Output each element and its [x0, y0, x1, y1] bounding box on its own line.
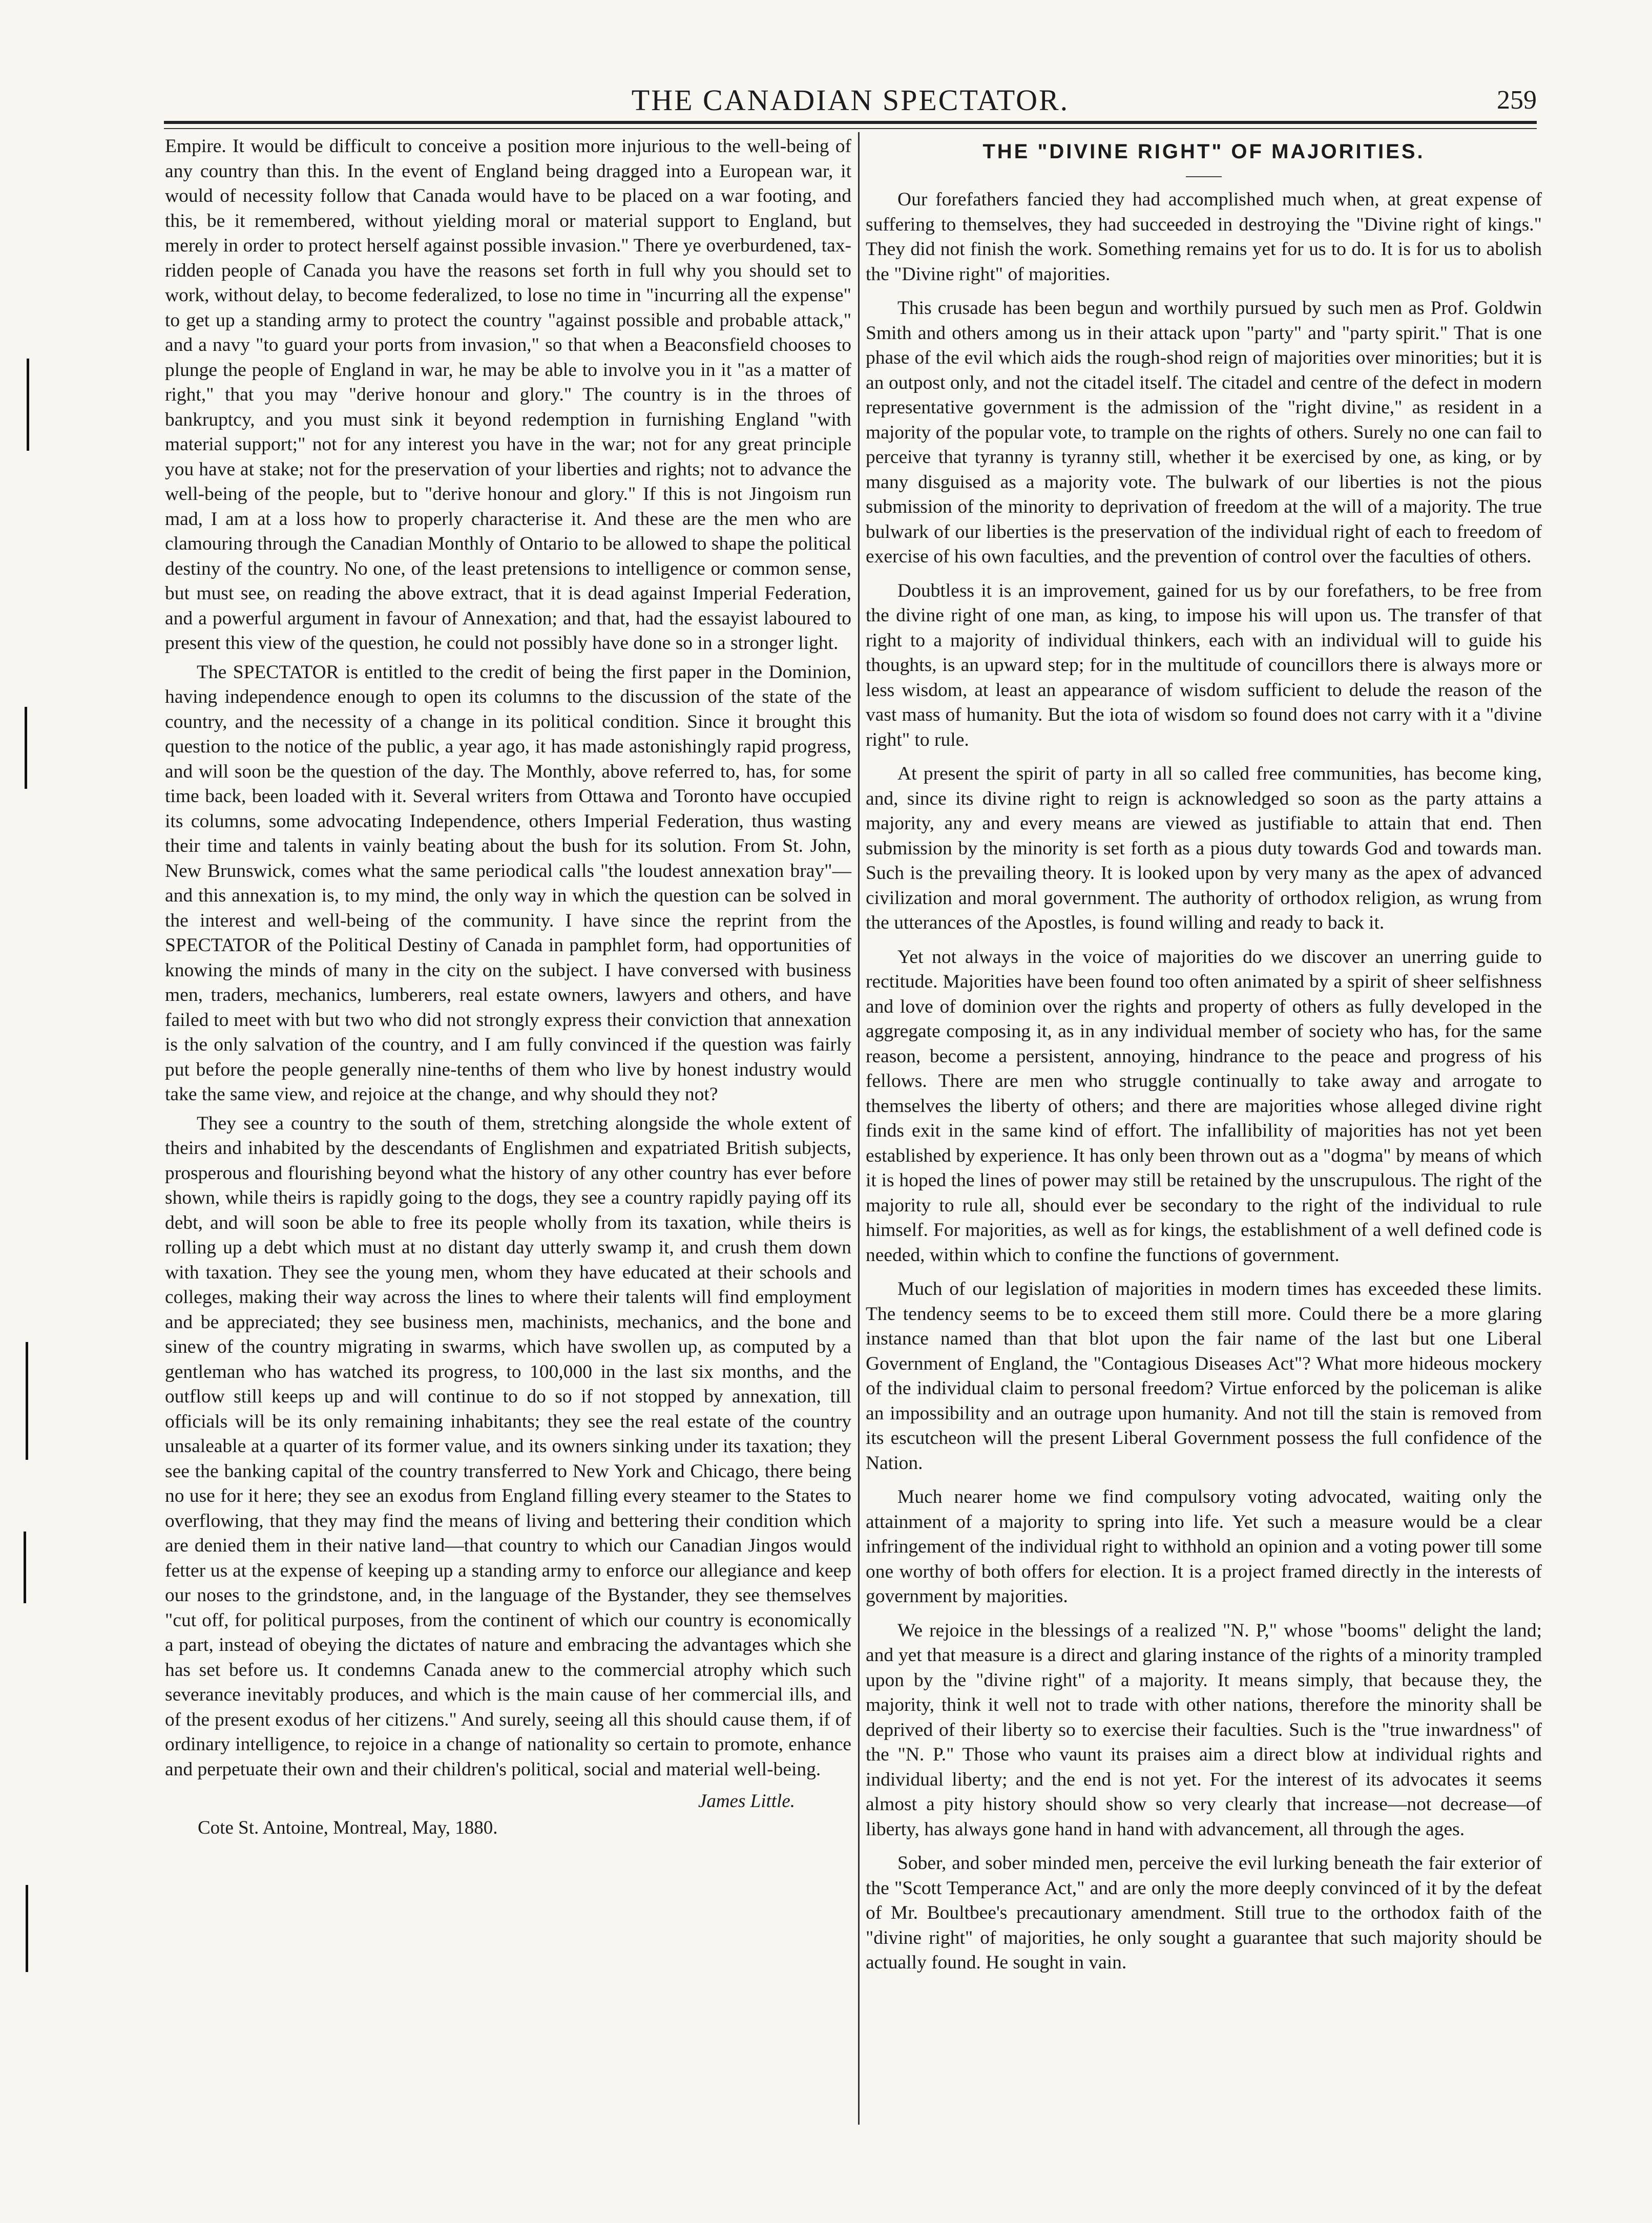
scan-binding-mark — [26, 1885, 28, 1972]
scan-binding-mark — [27, 359, 29, 451]
page-header — [164, 80, 1537, 126]
body-paragraph: Doubtless it is an improvement, gained for us by our forefathers, to be free from the divine right of one man, as king, to impose his will upon us. The transfer of that right to a majority of individual thinkers, each with an individual will to guide his thoughts, is an upward step; for in the multitude of councillors there is always more or less wisdom, at least an appearance of wisdom sufficient to delude the reason of the vast mass of humanity. But the iota of wisdom so found does not carry with it a "divine right" to rule. — [866, 580, 1542, 750]
body-paragraph: The SPECTATOR is entitled to the credit of being the first paper in the Dominion, having independence enough to open its columns to the discussion of the state of the country, and the necessity of a change in its political condition. Since it brought this question to the notice of the public, a year ago, it has made astonishingly rapid progress, and will soon be the question of the day. The Monthly, above referred to, has, for some time back, been loaded with it. Several writers from Ottawa and Toronto have occupied its columns, some advocating Independence, others Imperial Federation, thus wasting their time and talents in vainly beating about the bush for its solution. From St. John, New Brunswick, comes what the same periodical calls "the loudest annexation bray"—and this annexation is, to my mind, the only way in which the question can be solved in the interest and well-being of the community. I have since the reprint from the SPECTATOR of the Political Destiny of Canada in pamphlet form, had opportunities of knowing the minds of many in the city on the subject. I have conversed with business men, traders, mechanics, lumberers, real estate owners, lawyers and others, and have failed to meet with but two who did not strongly express their conviction that annexation is the only salvation of the country, and I am fully convinced if the question was fairly put before the people generally nine-tenths of them who live by honest industry would take the same view, and rejoice at the change, and why should they not? — [165, 661, 851, 1105]
body-paragraph: Empire. It would be difficult to conceive a position more injurious to the well-being of any country than this. In the event of England being dragged into a European war, it would of necessity follow that Canada would have to be placed on a war footing, and this, be it remembered, without yielding moral or material support to England, but merely in order to protect herself against possible invasion." There ye overburdened, tax-ridden people of Canada you have the reasons set forth in full why you should set to work, without delay, to become federalized, to lose no time in "incurring all the expense" to get up a standing army to protect the country "against possible and probable attack," and a navy "to guard your ports from invasion," so that when a Beaconsfield chooses to plunge the people of England in war, he may be able to involve you in it "as a matter of right," that you may "derive honour and glory." The country is in the throes of bankruptcy, and you must sink it beyond redemption in furnishing England "with material support;" not for any interest you have in the war; not for any great principle you have at stake; not for the preservation of your liberties and rights; not to advance the well-being of the people, but to "derive honour and glory." If this is not Jingoism run mad, I am at a loss how to properly characterise it. And these are the men who are clamouring through the Canadian Monthly of Ontario to be allowed to shape the political destiny of the country. No one, of the least pretensions to intelligence or common sense, but must see, on reading the above extract, that it is dead against Imperial Federation, and a powerful argument in favour of Annexation; and that, had the essayist laboured to present this view of the question, he could not possibly have done so in a stronger light. — [165, 136, 851, 654]
left-column — [165, 134, 851, 1840]
body-paragraph: We rejoice in the blessings of a realized "N. P," whose "booms" delight the land; and yet that measure is a direct and glaring instance of the rights of a minority trampled upon by the "divine right" of a majority. It means simply, that because they, the majority, think it well not to trade with other nations, therefore the minority shall be deprived of their liberty so to exercise their faculties. Such is the "true inwardness" of the "N. P." Those who vaunt its praises aim a direct blow at individual rights and individual liberty; and the end is not yet. For the interest of its advocates it seems almost a pity history should show so very clearly that increase—not decrease—of liberty, has always gone hand in hand with advancement, all through the ages. — [866, 1620, 1542, 1840]
scan-binding-mark — [24, 1532, 26, 1603]
body-paragraph: Yet not always in the voice of majorities do we discover an unerring guide to rectitude. Majorities have been found too often animated by a spirit of sheer selfishness and love of dominion over the rights and property of others as fully developed in the aggregate composing it, as in any individual member of society who has, for the same reason, become a persistent, annoying, hindrance to the peace and progress of his fellows. There are men who struggle continually to take away and arrogate to themselves the liberty of others; and there are majorities whose alleged divine right finds exit in the same kind of effort. The infallibility of majorities has not yet been established by experience. It has only been thrown out as a "dogma" by means of which it is hoped the lines of power may still be retained by the unscrupulous. The right of the majority to rule all, should ever be secondary to the right of the individual to rule himself. For majorities, as well as for kings, the establishment of a well defined code is needed, within which to confine the functions of government. — [866, 946, 1542, 1266]
body-paragraph: They see a country to the south of them, stretching alongside the whole extent of theirs and inhabited by the descendants of Englishmen and expatriated British subjects, prosperous and flourishing beyond what the history of any other country has ever before shown, while theirs is rapidly going to the dogs, they see a country rapidly paying off its debt, and will soon be able to free its people wholly from its taxation, while theirs is rolling up a debt which must at no distant day utterly swamp it, and crush them down with taxation. They see the young men, whom they have educated at their schools and colleges, making their way across the lines to where their talents will find employment and be appreciated; they see business men, machinists, mechanics, and the bone and sinew of the country migrating in swarms, which have swollen up, as computed by a gentleman who has watched its progress, to 100,000 in the last six months, and the outflow still keeps up and will continue to do so if not stopped by annexation, till officials will be its only remaining inhabitants; they see the real estate of the country unsaleable at a quarter of its former value, and its owners sinking under its taxation; they see the banking capital of the country transferred to New York and Chicago, there being no use for it here; they see an exodus from England filling every steamer to the States to overflowing, that they may find the means of living and bettering their condition which are denied them in their native land—that country to which our Canadian Jingos would fetter us at the expense of keeping up a standing army to enforce our allegiance and keep our noses to the grindstone, and, in the language of the Bystander, they see themselves "cut off, for political purposes, from the continent of which our country is economically a part, instead of obeying the dictates of nature and embracing the advantages which she has set before us. It condemns Canada anew to the commercial atrophy which such severance inevitably produces, and which is the main cause of her commercial ills, and of the present exodus of her citizens." And surely, seeing all this should cause them, if of ordinary intelligence, to rejoice in a change of nationality so certain to promote, enhance and perpetuate their own and their children's political, social and material well-being. — [165, 1113, 851, 1780]
scan-binding-mark — [25, 707, 27, 789]
body-paragraph: Much nearer home we find compulsory voting advocated, waiting only the attainment of a majority to spring into life. Yet such a measure would be a clear infringement of the individual right to withhold an opinion and a voting power till some one worthy of both offers for election. It is a project framed directly in the interests of government by majorities. — [866, 1486, 1542, 1607]
header-rule-thick — [164, 121, 1537, 124]
header-rule-thin — [164, 128, 1537, 129]
body-paragraph: Sober, and sober minded men, perceive the evil lurking beneath the fair exterior of the "Scott Temperance Act," and are only the more deeply convinced of it by the defeat of Mr. Boultbee's precautionary amendment. Still true to the orthodox faith of the "divine right" of majorities, he only sought a guarantee that such majority should be actually found. He sought in vain. — [866, 1853, 1542, 1973]
scan-binding-mark — [26, 1342, 28, 1460]
right-column — [866, 134, 1542, 1976]
author-signature: James Little. — [698, 1791, 795, 1812]
page-number: 259 — [1497, 86, 1537, 115]
body-paragraph: This crusade has been begun and worthily pursued by such men as Prof. Goldwin Smith and others among us in their attack upon "party" and "party spirit." That is one phase of the evil which aids the rough-shod reign of majorities over minorities; but it is an outpost only, and not the citadel itself. The citadel and centre of the defect in modern representative government is the admission of the "right divine," as resident in a majority of the popular vote, to trample on the rights of others. Surely no one can fail to perceive that tyranny is tyranny still, whether it be exercised by one, as king, or by many disguised as a majority vote. The bulwark of our liberties is not the pious submission of the minority to deprivation of freedom at the will of a majority. The true bulwark of our liberties is the preservation of the individual right of each to freedom of exercise of his own faculties, and the prevention of control over the faculties of others. — [866, 298, 1542, 567]
column-divider — [858, 132, 860, 2125]
dateline: Cote St. Antoine, Montreal, May, 1880. — [198, 1817, 498, 1838]
body-paragraph: Much of our legislation of majorities in modern times has exceeded these limits. The tendency seems to be to exceed them still more. Could there be a more glaring instance named than that blot upon the fair name of the last but one Liberal Government of England, the "Contagious Diseases Act"? What more hideous mockery of the individual claim to personal freedom? Virtue enforced by the policeman is alike an impossibility and an outrage upon humanity. And not till the stain is removed from its escutcheon will the present Liberal Government possess the full confidence of the Nation. — [866, 1278, 1542, 1474]
body-paragraph: Our forefathers fancied they had accomplished much when, at great expense of suffering to themselves, they had succeeded in destroying the "Divine right of kings." They did not finish the work. Something remains yet for us to do. It is for us to abolish the "Divine right" of majorities. — [866, 189, 1542, 285]
article-title: THE "DIVINE RIGHT" OF MAJORITIES. — [982, 140, 1425, 163]
title-rule — [1186, 176, 1222, 177]
running-title: THE CANADIAN SPECTATOR. — [631, 83, 1070, 117]
body-paragraph: At present the spirit of party in all so called free communities, has become king, and, since its divine right to reign is acknowledged so soon as the party attains a majority, any and every means are viewed as justifiable to attain that end. Then submission by the minority is set forth as a pious duty towards God and towards man. Such is the prevailing theory. It is looked upon by very many as the apex of advanced civilization and moral government. The authority of orthodox religion, as wrung from the utterances of the Apostles, is found willing and ready to back it. — [866, 763, 1542, 933]
